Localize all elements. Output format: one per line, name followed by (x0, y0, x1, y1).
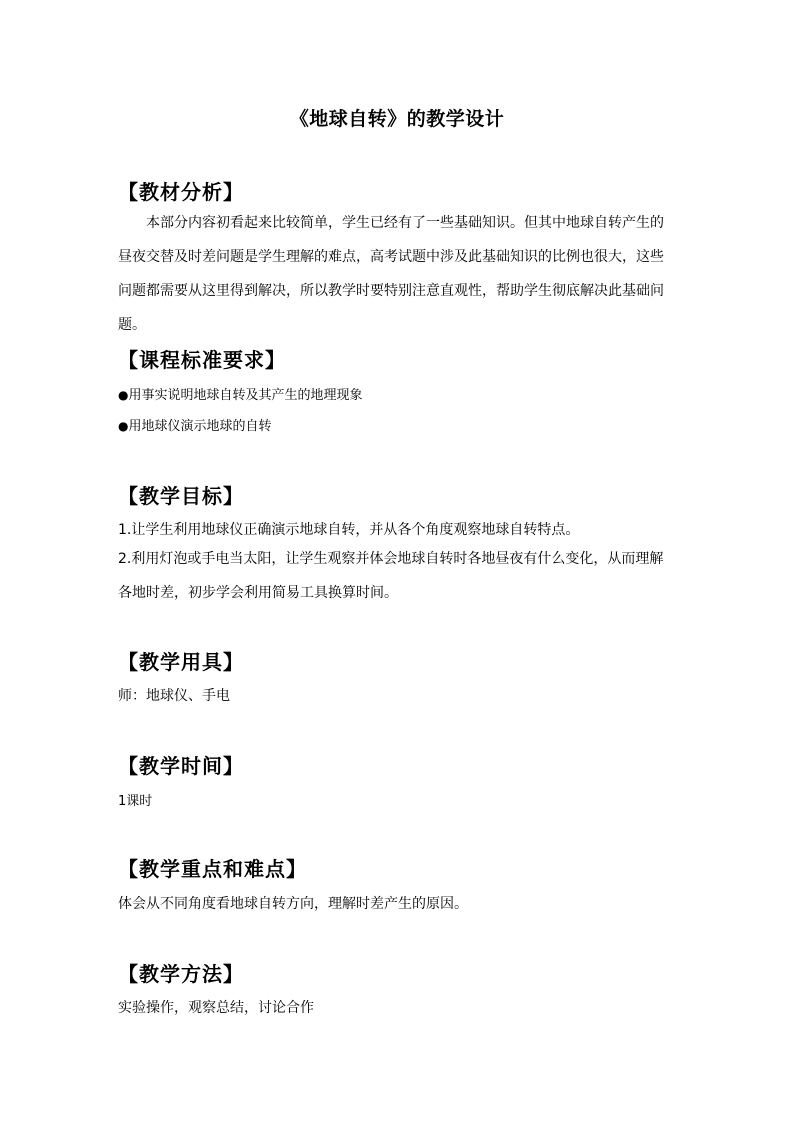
methods-text: 实验操作，观察总结，讨论合作 (118, 1000, 314, 1016)
bullet-icon: ● (118, 419, 129, 433)
standard-item-2-text: 用地球仪演示地球的自转 (128, 419, 272, 434)
objective-item-1: 1.让学生利用地球仪正确演示地球自转，并从各个角度观察地球自转特点。 (118, 522, 580, 538)
key-points-text: 体会从不同角度看地球自转方向，理解时差产生的原因。 (118, 896, 468, 912)
heading-duration: 【教学时间】 (118, 754, 244, 778)
material-analysis-text: 本部分内容初看起来比较简单，学生已经有了一些基础知识。但其中地球自转产生的昼夜交替及时差问题是学生理解的难点，高考试题中涉及此基础知识的比例也很大，这些问题都需要从这里得到解决，所以教学时要特别注意直观性，帮助学生彻底解决此基础问题。 (118, 215, 664, 333)
heading-tools: 【教学用具】 (118, 650, 244, 674)
bullet-icon: ● (118, 388, 129, 402)
document-title: 《地球自转》的教学设计 (289, 108, 505, 130)
heading-objectives: 【教学目标】 (118, 484, 244, 508)
heading-material-analysis: 【教材分析】 (118, 180, 244, 204)
standard-item-2 (118, 415, 676, 434)
standard-item-1-text: 用事实说明地球自转及其产生的地理现象 (128, 388, 363, 403)
heading-methods: 【教学方法】 (118, 962, 244, 986)
standard-item-1 (118, 384, 676, 403)
heading-key-points: 【教学重点和难点】 (118, 857, 307, 881)
duration-text: 1课时 (118, 794, 153, 809)
tools-text: 师：地球仪、手电 (118, 688, 230, 704)
heading-curriculum-standards: 【课程标准要求】 (118, 348, 286, 372)
objective-item-2: 2.利用灯泡或手电当太阳，让学生观察并体会地球自转时各地昼夜有什么变化，从而理解各地时差，初步学会利用简易工具换算时间。 (118, 551, 664, 601)
